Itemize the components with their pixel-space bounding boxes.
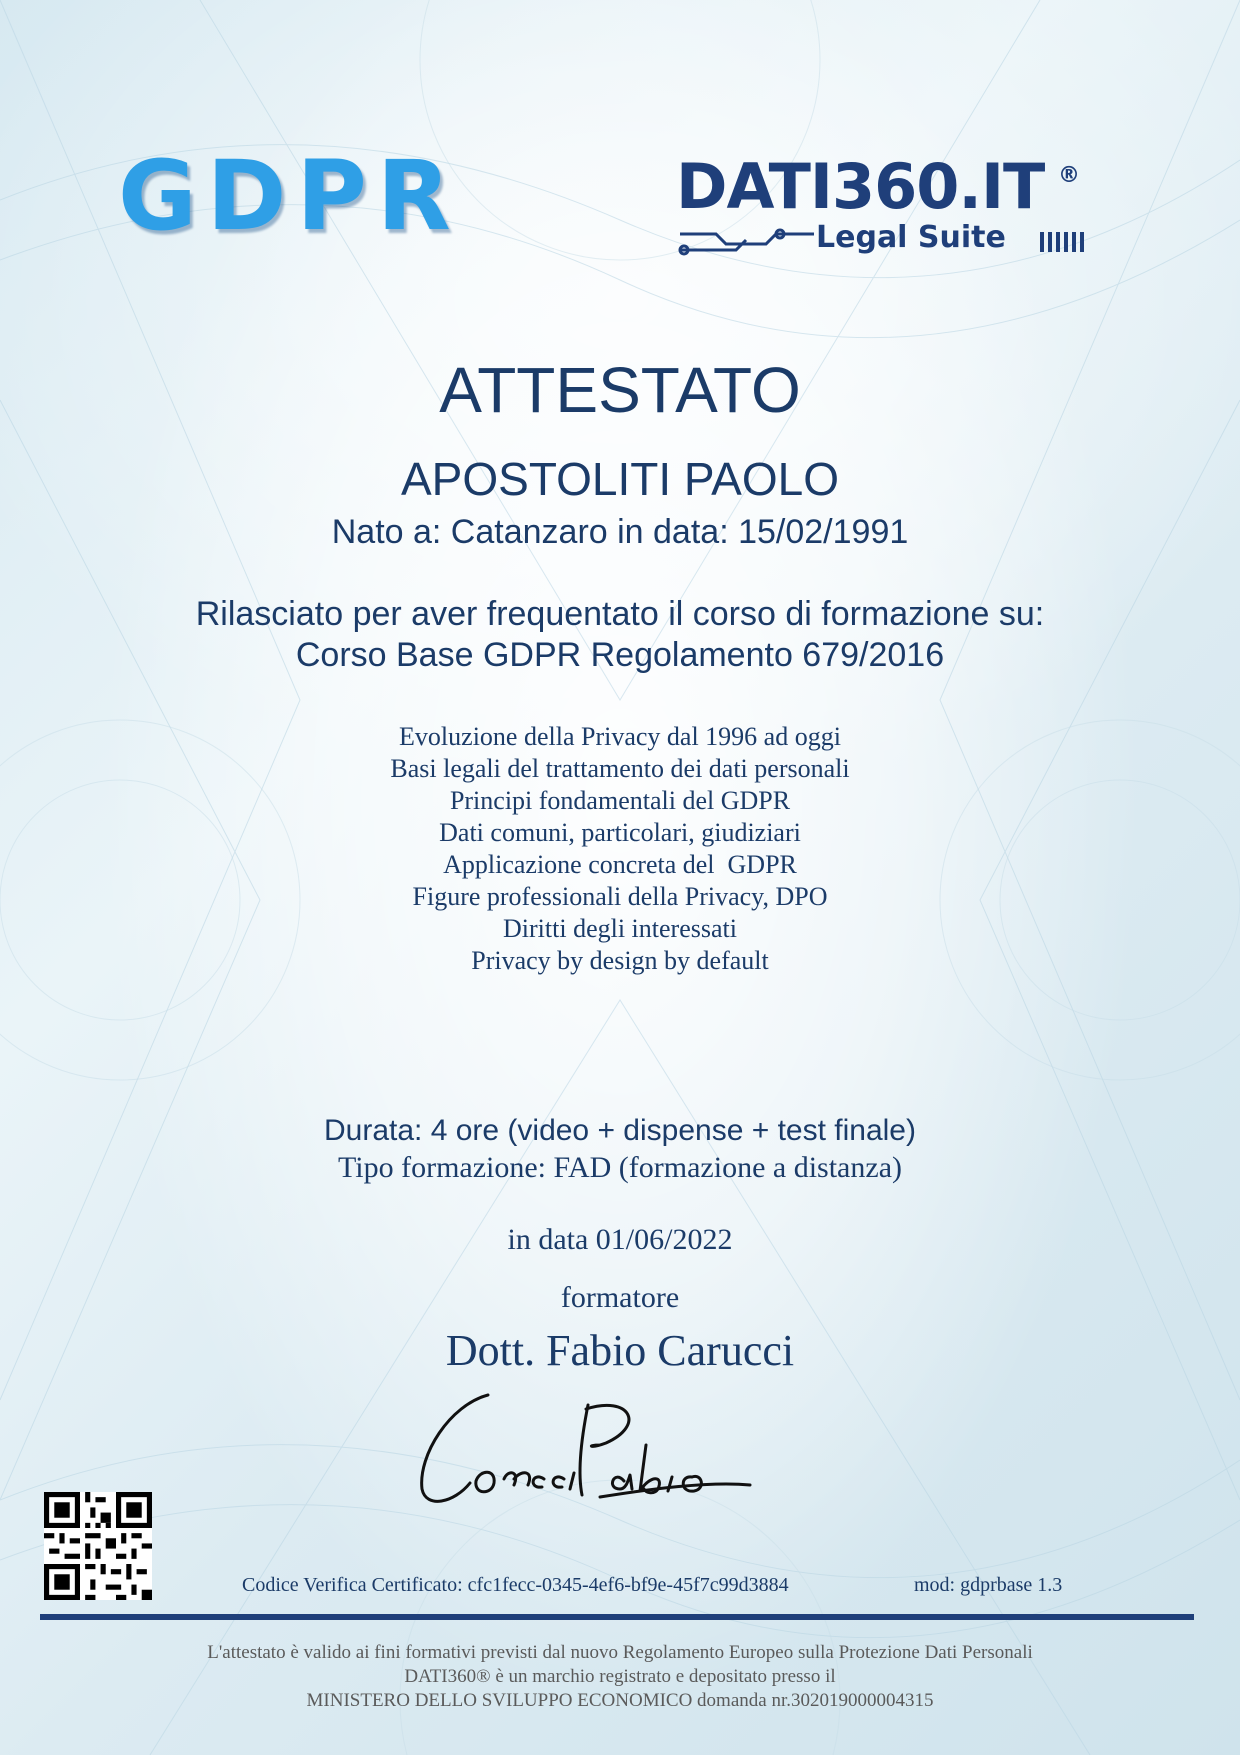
module-version: mod: gdprbase 1.3 — [914, 1574, 1063, 1596]
course-name: Corso Base GDPR Regolamento 679/2016 — [295, 636, 945, 674]
course-duration: Durata: 4 ore (video + dispense + test finale) — [323, 1114, 916, 1147]
dati360-logo: DATI360.IT — [676, 150, 1045, 223]
topic-item: Privacy by design by default — [471, 946, 769, 975]
trainer-label: formatore — [560, 1281, 680, 1314]
registered-mark: ® — [1058, 163, 1080, 188]
birth-info: Nato a: Catanzaro in data: 15/02/1991 — [331, 513, 909, 551]
footer-line-1: L'attestato è valido ai fini formativi previsti dal nuovo Regolamento Europeo sulla Protezione Dati Personali — [207, 1642, 1033, 1663]
signature-icon — [410, 1385, 810, 1515]
qr-code-icon — [44, 1492, 152, 1600]
training-type: Tipo formazione: FAD (formazione a distanza) — [337, 1151, 902, 1184]
participant-name: APOSTOLITI PAOLO — [401, 453, 839, 505]
topic-item: Applicazione concreta del GDPR — [443, 850, 797, 879]
footer-line-2: DATI360® è un marchio registrato e depositato presso il — [404, 1666, 836, 1687]
trainer-name: Dott. Fabio Carucci — [445, 1326, 795, 1375]
footer-divider — [40, 1614, 1194, 1620]
topic-item: Diritti degli interessati — [503, 914, 737, 943]
footer-line-3: MINISTERO DELLO SVILUPPO ECONOMICO domanda nr.302019000004315 — [306, 1690, 934, 1711]
released-statement: Rilasciato per aver frequentato il corso di formazione su: — [195, 595, 1045, 633]
circuit-icon — [676, 224, 816, 260]
topic-item: Principi fondamentali del GDPR — [449, 786, 791, 815]
topic-item: Evoluzione della Privacy dal 1996 ad oggi — [399, 722, 841, 751]
topic-item: Dati comuni, particolari, giudiziari — [439, 818, 801, 847]
topics-list — [0, 721, 1240, 977]
topic-item: Figure professionali della Privacy, DPO — [412, 882, 828, 911]
topic-item: Basi legali del trattamento dei dati personali — [390, 754, 850, 783]
certificate-title: ATTESTATO — [439, 354, 801, 426]
legal-suite-logo: Legal Suite — [816, 220, 1006, 255]
verification-code: Codice Verifica Certificato: cfc1fecc-0345-4ef6-bf9e-45f7c99d3884 — [242, 1574, 789, 1596]
circuit-icon — [1040, 230, 1084, 254]
gdpr-logo: GDPR — [118, 140, 461, 252]
issue-date: in data 01/06/2022 — [507, 1223, 733, 1256]
